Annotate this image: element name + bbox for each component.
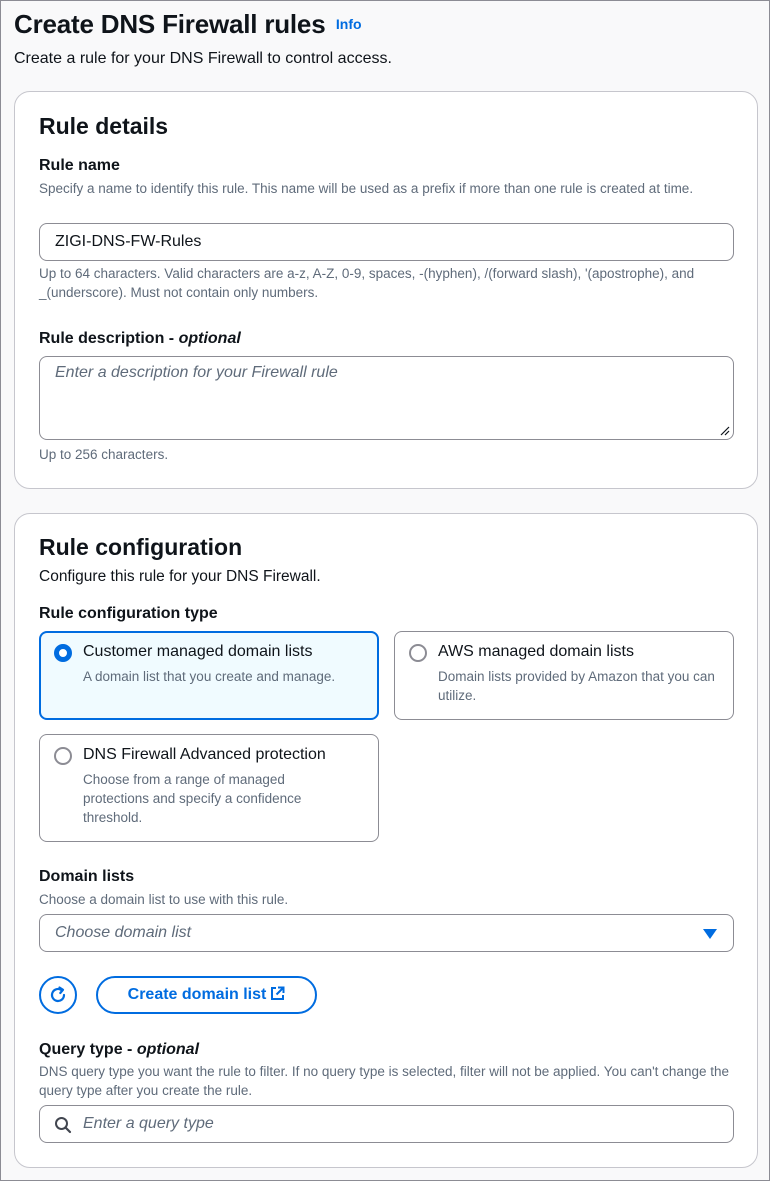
rule-name-description: Specify a name to identify this rule. This name will be used as a prefix if more than one rule is created at time.	[39, 181, 694, 196]
rule-description-placeholder: Enter a description for your Firewall rule	[55, 364, 338, 381]
page-subtitle: Create a rule for your DNS Firewall to control access.	[14, 50, 392, 67]
rule-configuration-subtitle: Configure this rule for your DNS Firewall.	[39, 568, 321, 585]
rule-details-card	[14, 91, 758, 489]
radio-advanced-protection[interactable]	[54, 747, 72, 765]
rule-details-title: Rule details	[39, 113, 169, 139]
optional-tag: optional	[178, 330, 241, 347]
domain-list-placeholder: Choose domain list	[55, 924, 192, 941]
rule-name-input[interactable]: ZIGI-DNS-FW-Rules	[39, 223, 734, 261]
page-title: Create DNS Firewall rules	[14, 9, 326, 39]
query-type-input[interactable]	[39, 1105, 734, 1143]
resize-grip-icon[interactable]	[720, 426, 730, 436]
radio-customer-managed[interactable]	[54, 644, 72, 662]
caret-down-icon	[703, 929, 717, 939]
rule-description-label: Rule description - optional	[39, 330, 241, 347]
option-title: DNS Firewall Advanced protection	[83, 746, 326, 763]
domain-lists-description: Choose a domain list to use with this rule.	[39, 892, 289, 907]
create-domain-list-label: Create domain list	[127, 986, 267, 1003]
query-type-label: Query type - optional	[39, 1041, 200, 1058]
option-title: Customer managed domain lists	[83, 643, 313, 660]
query-type-description: DNS query type you want the rule to filter. If no query type is selected, filter will not be applied. You can't change the query type after you create the rule.	[39, 1064, 729, 1098]
query-type-placeholder: Enter a query type	[83, 1115, 214, 1132]
option-aws-managed[interactable]	[394, 631, 734, 720]
info-link[interactable]: Info	[335, 16, 362, 32]
option-description: Choose from a range of managed protections and specify a confidence threshold.	[83, 772, 302, 825]
search-icon	[54, 1116, 72, 1134]
rule-description-constraint: Up to 256 characters.	[39, 447, 169, 462]
rule-description-label-text: Rule description	[39, 330, 165, 347]
page-header	[14, 9, 362, 40]
option-description: Domain lists provided by Amazon that you can utilize.	[438, 669, 715, 703]
radio-aws-managed[interactable]	[409, 644, 427, 662]
optional-tag: optional	[136, 1041, 200, 1058]
domain-list-select[interactable]	[39, 914, 734, 952]
rule-description-textarea[interactable]	[39, 356, 734, 440]
option-advanced-protection[interactable]	[39, 734, 379, 842]
query-type-label-text: Query type	[39, 1041, 123, 1058]
option-customer-managed[interactable]	[39, 631, 379, 720]
rule-name-constraint: Up to 64 characters. Valid characters are a-z, A-Z, 0-9, spaces, -(hyphen), /(forward slash), '(apostrophe), and _(underscore). Must not contain only numbers.	[39, 266, 695, 300]
rule-configuration-card	[14, 513, 758, 1168]
refresh-button[interactable]	[39, 976, 77, 1014]
create-domain-list-button[interactable]	[96, 976, 317, 1014]
domain-lists-label: Domain lists	[39, 868, 135, 885]
refresh-icon	[48, 985, 68, 1005]
rule-configuration-type-label: Rule configuration type	[39, 605, 218, 622]
rule-configuration-title: Rule configuration	[39, 534, 243, 560]
external-link-icon	[270, 986, 285, 1001]
rule-name-label: Rule name	[39, 157, 120, 174]
option-title: AWS managed domain lists	[438, 643, 634, 660]
option-description: A domain list that you create and manage.	[83, 669, 336, 684]
